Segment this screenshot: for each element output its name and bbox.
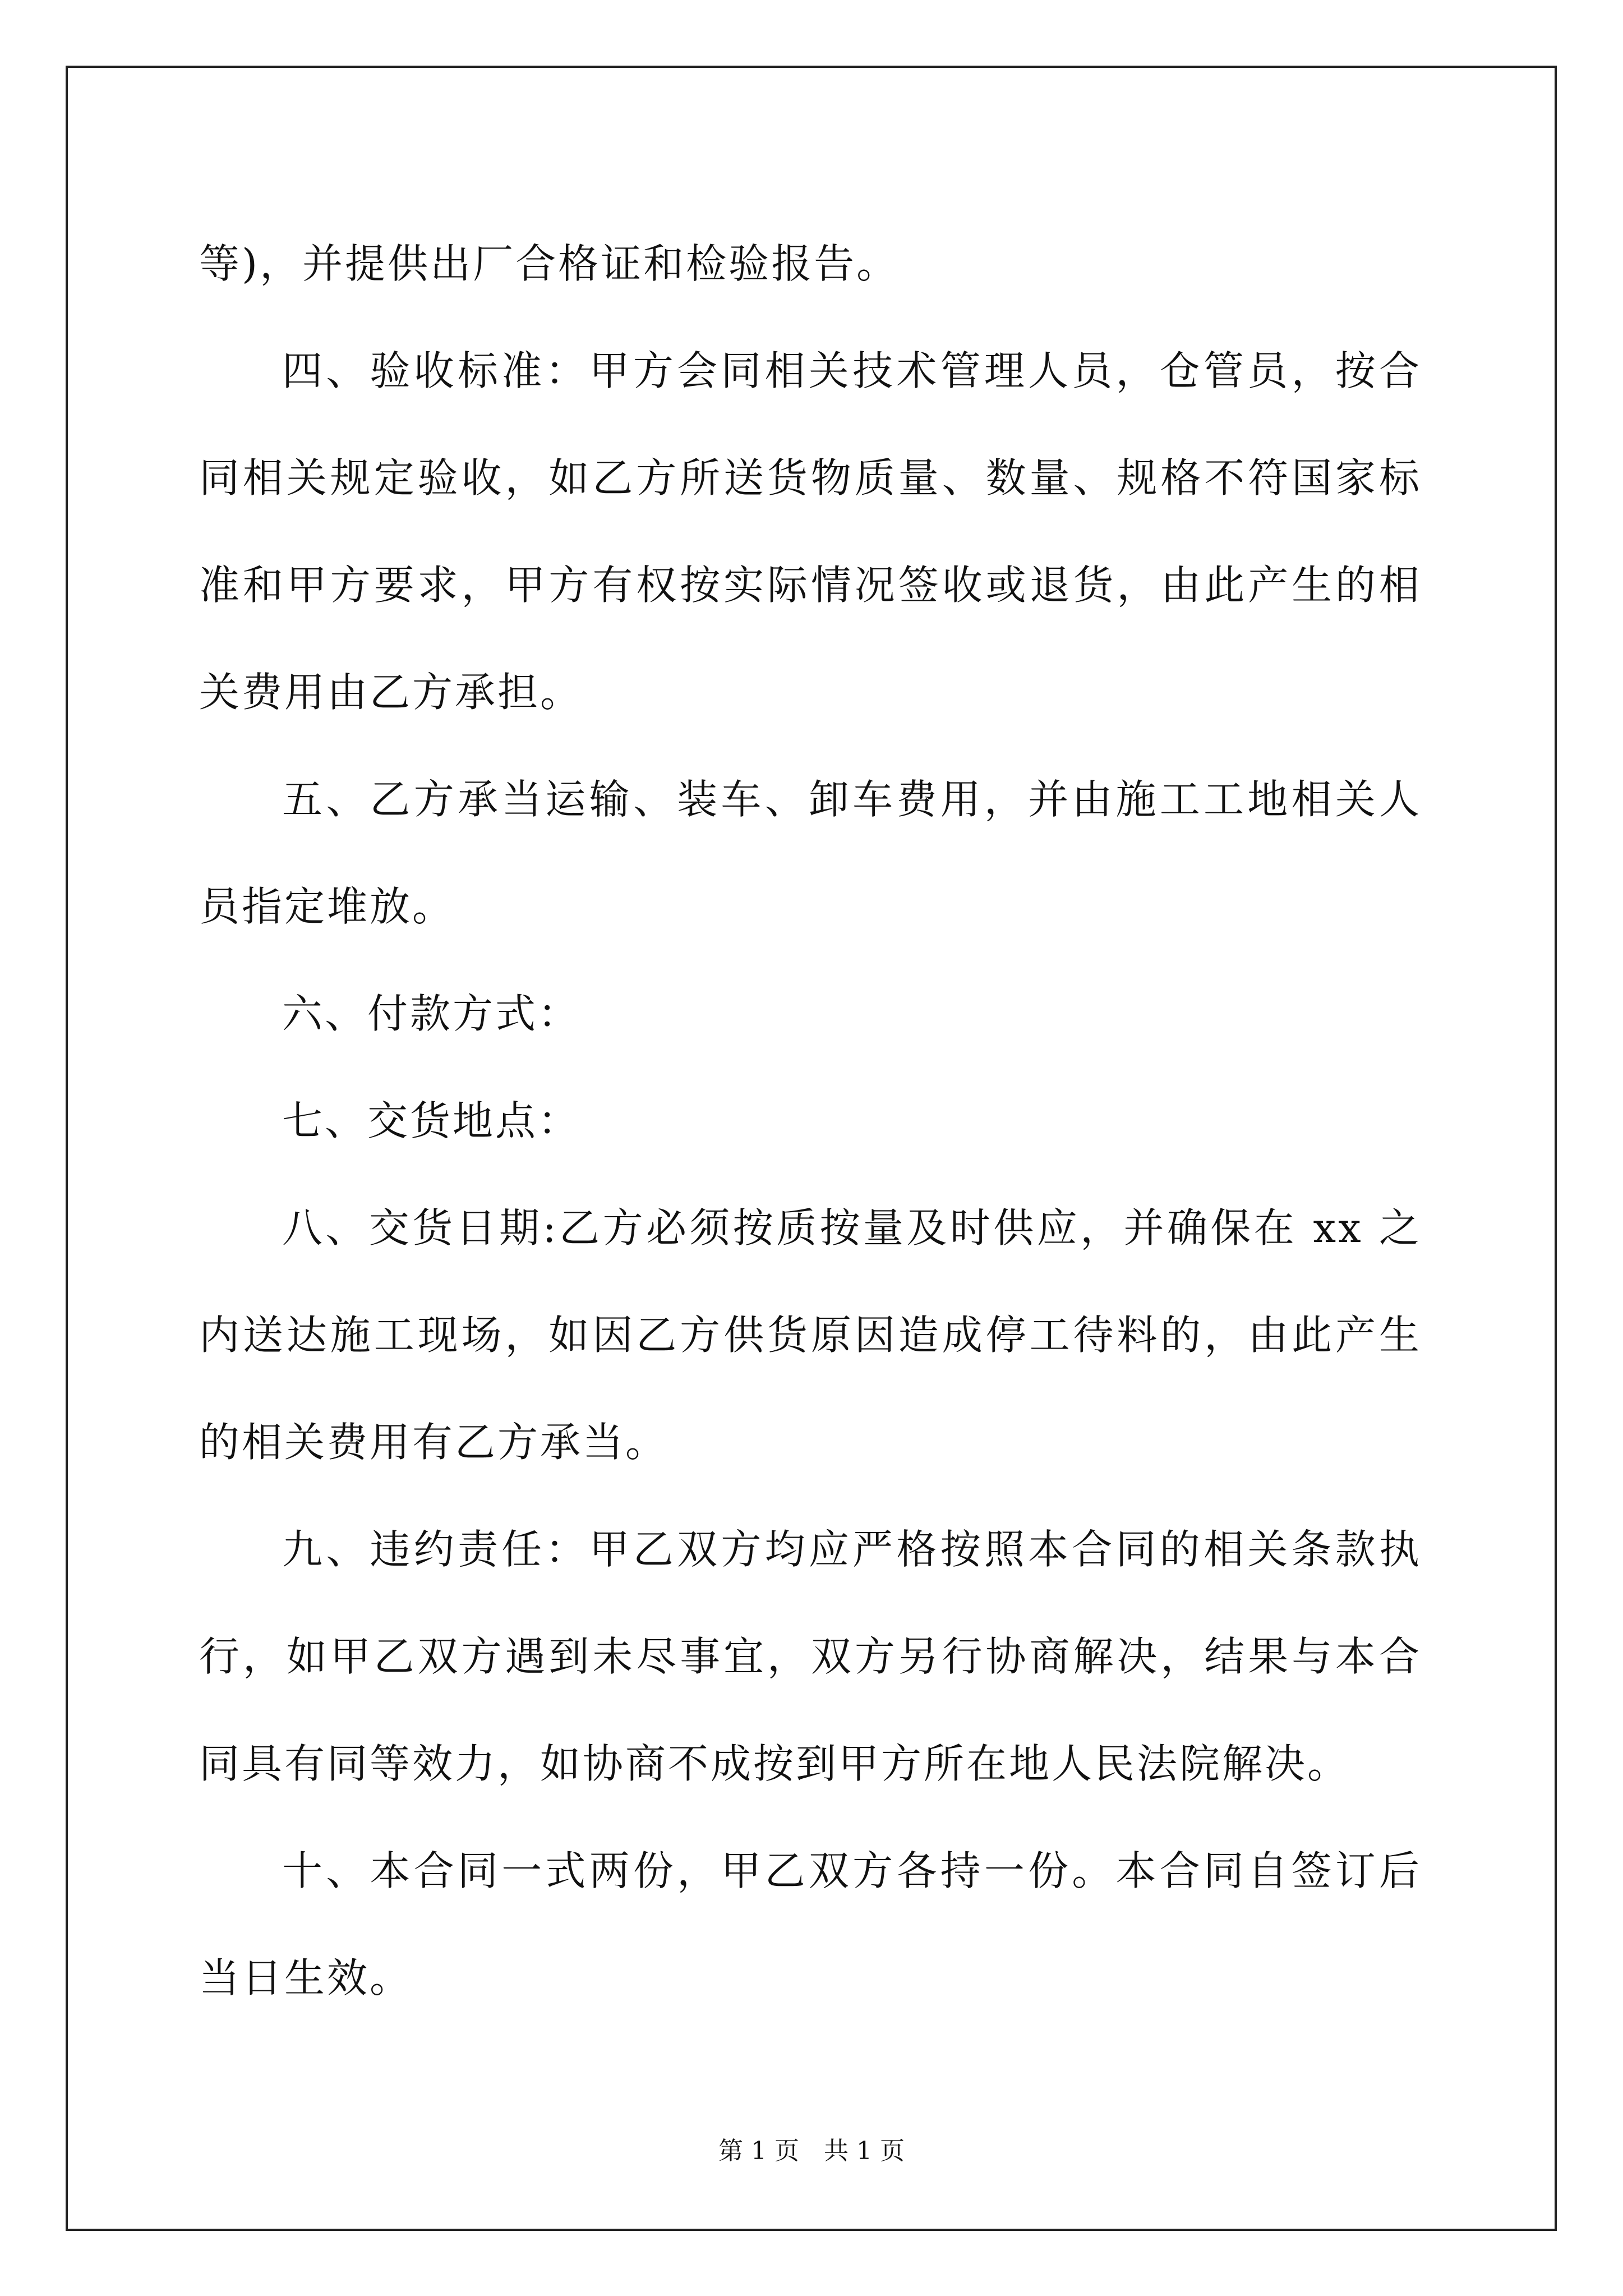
paragraph-3: 六、付款方式：	[282, 990, 581, 1037]
paragraph-5: 八、交货日期:乙方必须按质按量及时供应，并确保在 xx 之内送达施工现场，如因乙方供货原因造成停工待料的，由此产生的相关费用有乙方承当。	[199, 1204, 1422, 1466]
paragraph-2: 五、乙方承当运输、装车、卸车费用，并由施工工地相关人员指定堆放。	[199, 776, 1422, 930]
paragraph-7: 十、本合同一式两份，甲乙双方各持一份。本合同自签订后当日生效。	[199, 1847, 1422, 2001]
page-footer: 第 1 页 共 1 页	[718, 2137, 905, 2165]
paragraph-6: 九、违约责任：甲乙双方均应严格按照本合同的相关条款执行，如甲乙双方遇到未尽事宜，双方另行协商解决，结果与本合同具有同等效力，如协商不成按到甲方所在地人民法院解决。	[199, 1526, 1422, 1787]
paragraph-4: 七、交货地点：	[282, 1097, 581, 1144]
paragraph-1: 四、验收标准：甲方会同相关技术管理人员，仓管员，按合同相关规定验收，如乙方所送货物质量、数量、规格不符国家标准和甲方要求，甲方有权按实际情况签收或退货，由此产生的相关费用由乙方承担。	[199, 347, 1422, 716]
paragraph-0: 等)，并提供出厂合格证和检验报告。	[199, 240, 900, 287]
document-body	[199, 210, 1422, 2032]
